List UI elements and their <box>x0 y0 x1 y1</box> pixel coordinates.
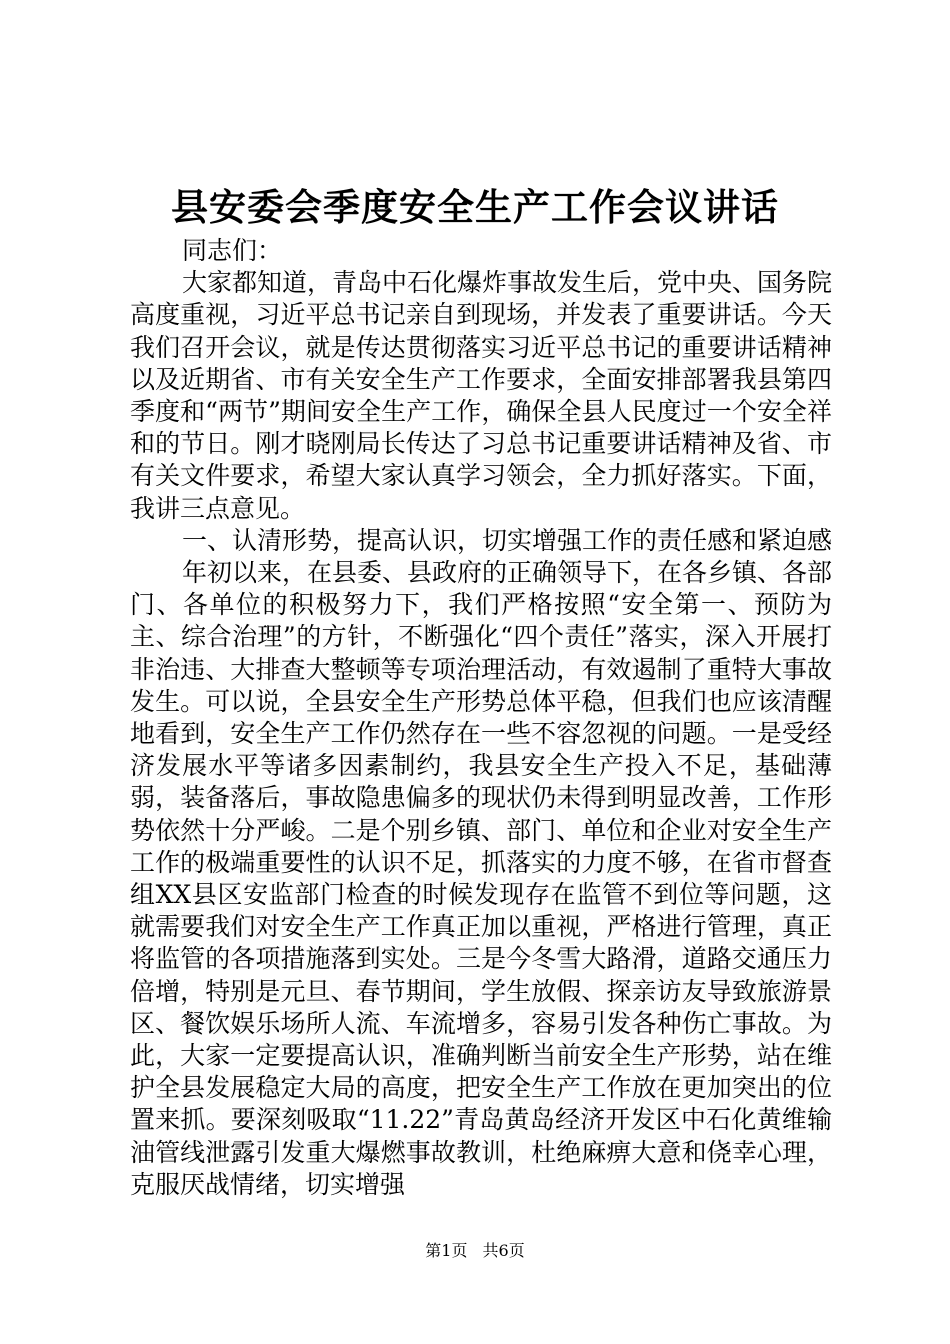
body-paragraph: 年初以来，在县委、县政府的正确领导下，在各乡镇、各部门、各单位的积极努力下，我们严格按照“安全第一、预防为主、综合治理”的方针，不断强化“四个责任”落实，深入开展打非治违、大排查大整顿等专项治理活动，有效遏制了重特大事故发生。可以说，全县安全生产形势总体平稳，但我们也应该清醒地看到，安全生产工作仍然存在一些不容忽视的问题。一是受经济发展水平等诸多因素制约，我县安全生产投入不足，基础薄弱，装备落后，事故隐患偏多的现状仍未得到明显改善，工作形势依然十分严峻。二是个别乡镇、部门、单位和企业对安全生产工作的极端重要性的认识不足，抓落实的力度不够，在省市督查组XX县区安监部门检查的时候发现存在监管不到位等问题，这就需要我们对安全生产工作真正加以重视，严格进行管理，真正将监管的各项措施落到实处。三是今冬雪大路滑，道路交通压力倍增，特别是元旦、春节期间，学生放假、探亲访友导致旅游景区、餐饮娱乐场所人流、车流增多，容易引发各种伤亡事故。为此，大家一定要提高认识，准确判断当前安全生产形势，站在维护全县发展稳定大局的高度，把安全生产工作放在更加突出的位置来抓。要深刻吸取“11.22”青岛黄岛经济开发区中石化黄维输油管线泄露引发重大爆燃事故教训，杜绝麻痹大意和侥幸心理，克服厌战情绪，切实增强 <box>130 558 833 1199</box>
page-number-total: 共6页 <box>482 1241 525 1260</box>
salutation-paragraph: 同志们： <box>182 236 283 265</box>
section-heading-1: 一、认清形势，提高认识，切实增强工作的责任感和紧迫感 <box>182 525 833 555</box>
page-number-current: 第1页 <box>425 1241 468 1260</box>
intro-paragraph: 大家都知道，青岛中石化爆炸事故发生后，党中央、国务院高度重视，习近平总书记亲自到现场，并发表了重要讲话。今天我们召开会议，就是传达贯彻落实习近平总书记的重要讲话精神以及近期省、市有关安全生产工作要求，全面安排部署我县第四季度和“两节”期间安全生产工作，确保全县人民度过一个安全祥和的节日。刚才晓刚局长传达了习总书记重要讲话精神及省、市有关文件要求，希望大家认真学习领会，全力抓好落实。下面，我讲三点意见。 <box>130 268 833 523</box>
document-body <box>130 235 832 1201</box>
page-footer <box>0 1240 950 1262</box>
document-title: 县安委会季度安全生产工作会议讲话 <box>171 185 779 229</box>
